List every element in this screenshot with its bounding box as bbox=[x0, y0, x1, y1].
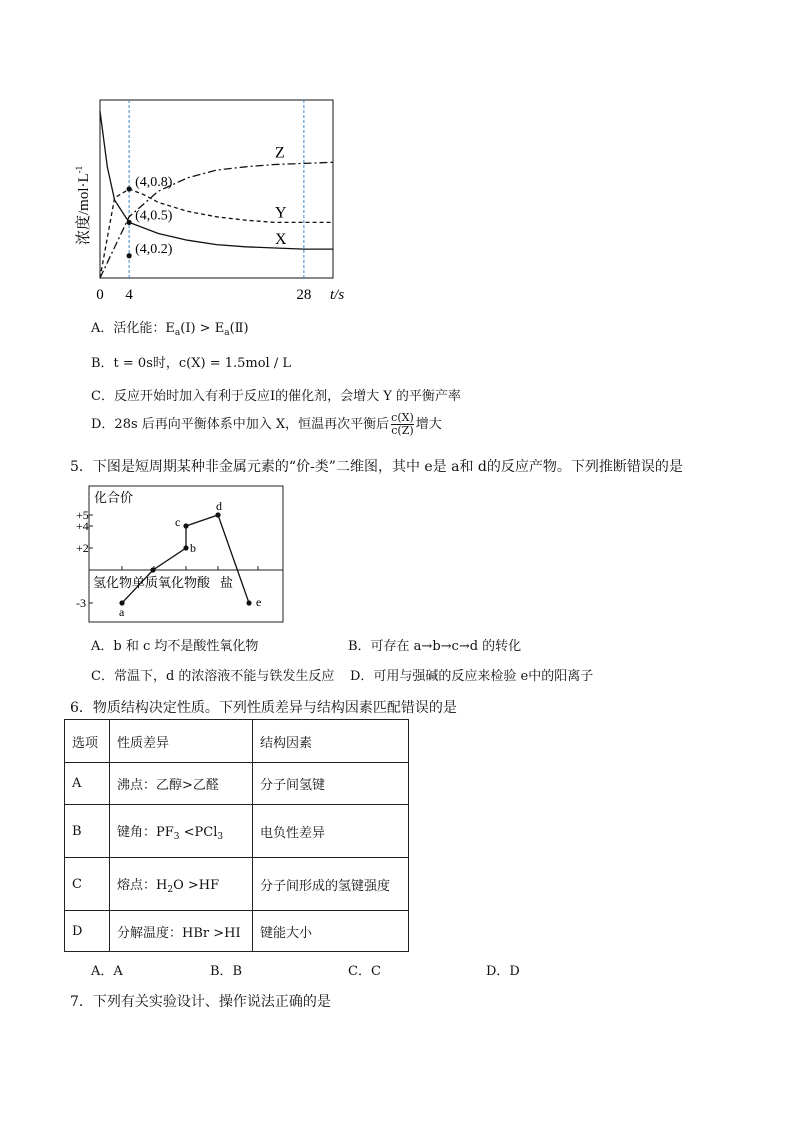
c1-series-label: X bbox=[275, 231, 287, 249]
c2-point bbox=[183, 523, 188, 528]
c2-point-label: a bbox=[119, 605, 125, 619]
c2-point-label: b bbox=[190, 541, 196, 555]
q6-stem: 6．物质结构决定性质。下列性质差异与结构因素匹配错误的是 bbox=[70, 700, 457, 716]
q6-answer-c: C．C bbox=[348, 964, 381, 979]
table-cell: 沸点：乙醇>乙醛 bbox=[110, 763, 253, 805]
c2-point bbox=[215, 512, 220, 517]
q5-stem: 5．下图是短周期某种非金属元素的“价-类”二维图，其中 e是 a和 d的反应产物。下列推断错误的是 bbox=[70, 459, 683, 475]
q5-option-b: B．可存在 a→b→c→d 的转化 bbox=[348, 639, 522, 654]
c2-point bbox=[150, 567, 155, 572]
q5-option-a: A．b 和 c 均不是酸性氧化物 bbox=[91, 639, 259, 654]
c2-category-label: 盐 bbox=[220, 575, 234, 590]
q5-option-d: D．可用与强碱的反应来检验 e中的阳离子 bbox=[350, 669, 594, 684]
table-header-cell: 性质差异 bbox=[110, 720, 253, 763]
c1-tick-label: 4 bbox=[125, 287, 133, 303]
concentration-chart bbox=[60, 95, 360, 310]
table-row bbox=[65, 911, 409, 952]
table-cell: C bbox=[65, 858, 110, 911]
c2-y-tick-label: +4 bbox=[76, 519, 89, 533]
table-cell: 电负性差异 bbox=[253, 805, 409, 858]
table-header-row bbox=[65, 720, 409, 763]
c1-ylabel: 浓度$/mol\cdot L^{-1}$ bbox=[74, 165, 92, 245]
c2-y-tick-label: -3 bbox=[76, 596, 86, 610]
table-header-cell: 选项 bbox=[65, 720, 110, 763]
table-cell: B bbox=[65, 805, 110, 858]
c2-ylabel: 化合价 bbox=[94, 490, 134, 505]
c1-xlabel: t/s bbox=[330, 287, 345, 303]
q4-option-d: D．28s 后再向平衡体系中加入 X，恒温再次平衡后 $\frac{c(X)}{c(Z)}$ 增大 bbox=[91, 411, 442, 437]
table-cell: 分子间氢键 bbox=[253, 763, 409, 805]
c1-point bbox=[127, 253, 132, 258]
c1-series-label: Y bbox=[275, 204, 287, 222]
table-cell: 分子间形成的氢键强度 bbox=[253, 858, 409, 911]
table-row bbox=[65, 763, 409, 805]
table-cell: 键角：$PF_3 <PCl_3$ bbox=[110, 805, 253, 858]
table-cell: 键能大小 bbox=[253, 911, 409, 952]
c1-series-y bbox=[100, 189, 333, 278]
c1-point bbox=[127, 186, 132, 191]
q4-option-a: A．活化能：$E_a(Ⅰ)$ > $E_a(Ⅱ)$ bbox=[91, 321, 249, 338]
q6-answer-d: D．D bbox=[486, 964, 520, 979]
c2-point-label: e bbox=[256, 595, 262, 609]
q6-table bbox=[64, 719, 409, 952]
table-row bbox=[65, 805, 409, 858]
table-header-cell: 结构因素 bbox=[253, 720, 409, 763]
c1-tick-label: 28 bbox=[296, 287, 312, 303]
c1-series-label: Z bbox=[275, 144, 285, 162]
c1-tick-label: 0 bbox=[96, 287, 104, 303]
c2-y-tick-label: +2 bbox=[76, 541, 89, 555]
q6-answer-a: A．A bbox=[91, 964, 123, 979]
c2-point-label: d bbox=[216, 499, 222, 513]
c1-point-label: (4,0.5) bbox=[135, 208, 173, 224]
table-cell: D bbox=[65, 911, 110, 952]
q6-answer-b: B．B bbox=[210, 964, 243, 979]
c2-y-tick-label: +5 bbox=[76, 508, 89, 522]
c2-category-label: 氢化物 bbox=[93, 575, 133, 590]
c1-point bbox=[127, 220, 132, 225]
c2-point bbox=[246, 600, 251, 605]
table-cell: A bbox=[65, 763, 110, 805]
valence-class-chart bbox=[76, 485, 284, 623]
c2-point-label: c bbox=[175, 515, 181, 529]
c2-category-label: 酸 bbox=[197, 575, 211, 590]
c2-category-label: 单质 bbox=[132, 575, 159, 590]
q4-option-b: B．t = 0s时，c(X) = 1.5mol / L bbox=[91, 356, 291, 371]
c2-point bbox=[183, 545, 188, 550]
c1-point-label: (4,0.2) bbox=[135, 241, 173, 257]
c1-point-label: (4,0.8) bbox=[135, 175, 173, 190]
table-row bbox=[65, 858, 409, 911]
table-cell: 熔点：$H_2O >HF$ bbox=[110, 858, 253, 911]
c2-category-label: 氧化物 bbox=[158, 575, 198, 590]
q7-stem: 7．下列有关实验设计、操作说法正确的是 bbox=[70, 994, 331, 1010]
q5-option-c: C．常温下，d 的浓溶液不能与铁发生反应 bbox=[91, 669, 335, 684]
q4-option-c: C．反应开始时加入有利于反应Ⅰ的催化剂，会增大 Y 的平衡产率 bbox=[91, 389, 461, 404]
table-cell: 分解温度：HBr >HI bbox=[110, 911, 253, 952]
